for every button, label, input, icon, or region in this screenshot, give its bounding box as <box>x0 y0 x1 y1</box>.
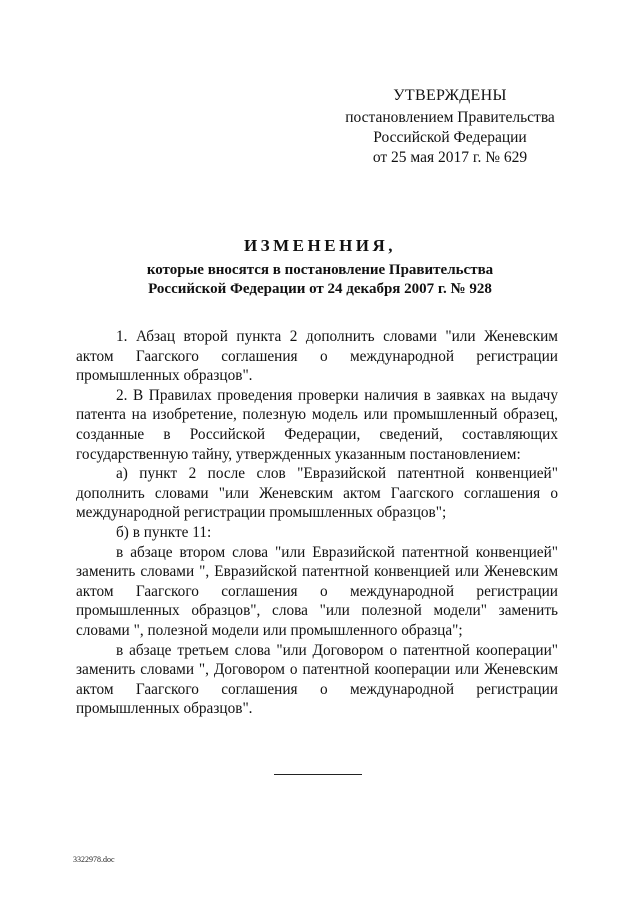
document-title: ИЗМЕНЕНИЯ, <box>243 236 397 255</box>
approval-block <box>330 86 570 168</box>
paragraph-2: 2. В Правилах проведения проверки наличия в заявках на выдачу патента на изобретение, полезную модель или промышленный образец, созданные в Российской Федерации, сведений, составляющих государственную тайну, утвержденных указанным постановлением: <box>76 386 558 463</box>
paragraph-2b-first: в абзаце втором слова "или Евразийской патентной конвенцией" заменить словами ", Евразийской патентной конвенцией или Женевским актом Гаагского соглашения о международной регистрации промышленных образцов", слова "или полезной модели" заменить словами ", полезной модели или промышленного образца"; <box>76 543 558 639</box>
paragraph-2a: а) пункт 2 после слов "Евразийской патентной конвенцией" дополнить словами "или Женевским актом Гаагского соглашения о международной регистрации промышленных образцов"; <box>76 465 558 522</box>
subtitle-line-1: которые вносятся в постановление Правительства <box>146 262 494 278</box>
approval-line-2: Российской Федерации <box>373 129 527 146</box>
approval-line-1: постановлением Правительства <box>345 109 555 126</box>
paragraph-1: 1. Абзац второй пункта 2 дополнить словами "или Женевским актом Гаагского соглашения о международной регистрации промышленных образцов". <box>76 328 558 385</box>
closing-divider <box>274 774 362 775</box>
paragraph-2b-second: в абзаце третьем слова "или Договором о патентной кооперации" заменить словами ", Договором о патентной кооперации или Женевским актом Гаагского соглашения о международной регистрации промышленных образцов". <box>76 641 558 718</box>
subtitle-line-2: Российской Федерации от 24 декабря 2007 г. № 928 <box>148 281 492 297</box>
approval-line-3: от 25 мая 2017 г. № 629 <box>372 149 528 166</box>
approval-heading: УТВЕРЖДЕНЫ <box>393 87 507 104</box>
footer-filename: 3322978.doc <box>73 855 115 864</box>
document-body <box>76 327 558 719</box>
paragraph-2b: б) в пункте 11: <box>116 523 212 541</box>
document-subtitle <box>120 261 520 299</box>
